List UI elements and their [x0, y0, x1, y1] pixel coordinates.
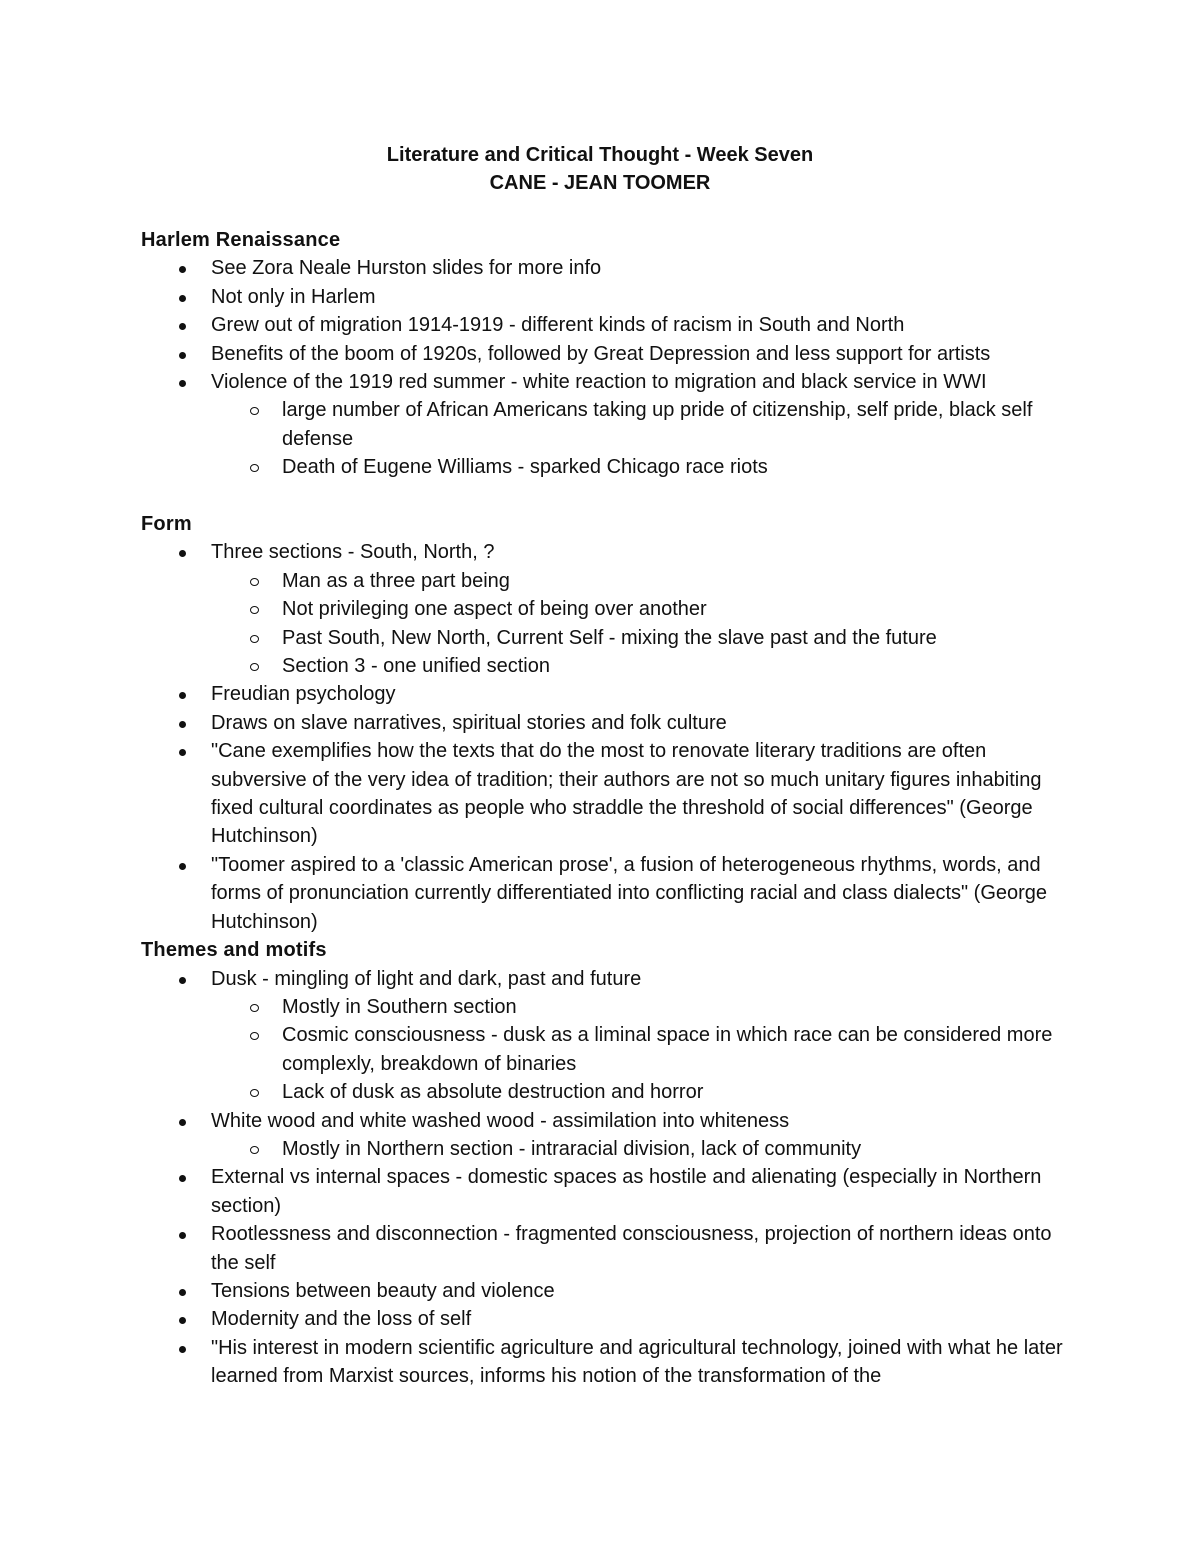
document-body: [141, 226, 1071, 1391]
document-subtitle: CANE - JEAN TOOMER: [489, 172, 711, 194]
sub-list-item: Lack of dusk as absolute destruction and horror: [141, 1078, 1071, 1106]
bullet-disc-icon: [179, 295, 186, 302]
sub-list-item: large number of African Americans taking up pride of citizenship, self pride, black self defense: [141, 396, 1071, 453]
sub-list-item: Cosmic consciousness - dusk as a liminal space in which race can be considered more complexly, breakdown of binaries: [141, 1021, 1071, 1078]
bullet-circle-icon: [250, 663, 259, 671]
bullet-disc-icon: [179, 1346, 186, 1353]
bullet-circle-icon: [250, 1089, 259, 1097]
blank-line: [141, 482, 1071, 510]
bullet-disc-icon: [179, 266, 186, 273]
sub-list-item: Not privileging one aspect of being over another: [141, 595, 1071, 623]
bullet-disc-icon: [179, 749, 186, 756]
list-item: See Zora Neale Hurston slides for more info: [141, 254, 1071, 282]
list-item: Tensions between beauty and violence: [141, 1277, 1071, 1305]
bullet-disc-icon: [179, 692, 186, 699]
bullet-circle-icon: [250, 1032, 259, 1040]
bullet-disc-icon: [179, 1289, 186, 1296]
sub-list-item: Man as a three part being: [141, 567, 1071, 595]
list-item: Not only in Harlem: [141, 283, 1071, 311]
list-item: "Cane exemplifies how the texts that do the most to renovate literary traditions are often subversive of the very idea of tradition; their authors are not so much unitary figures inhabiting fixed cultural coordinates as people who straddle the threshold of social differences" (George Hutchinson): [141, 737, 1071, 851]
bullet-circle-icon: [250, 578, 259, 586]
section-heading-harlem-renaissance: Harlem Renaissance: [141, 229, 341, 251]
bullet-disc-icon: [179, 550, 186, 557]
list-item: "His interest in modern scientific agriculture and agricultural technology, joined with what he later learned from Marxist sources, informs his notion of the transformation of the: [141, 1334, 1071, 1391]
section-heading-themes-and-motifs: Themes and motifs: [141, 939, 327, 962]
bullet-disc-icon: [179, 863, 186, 870]
bullet-circle-icon: [250, 464, 259, 472]
themes-list: [141, 965, 1071, 1391]
list-item: Rootlessness and disconnection - fragmented consciousness, projection of northern ideas onto the self: [141, 1220, 1071, 1277]
bullet-disc-icon: [179, 977, 186, 984]
bullet-circle-icon: [250, 1146, 259, 1154]
bullet-disc-icon: [179, 380, 186, 387]
bullet-circle-icon: [250, 635, 259, 643]
bullet-disc-icon: [179, 1317, 186, 1324]
sub-list-item: Mostly in Northern section - intraracial division, lack of community: [141, 1135, 1071, 1163]
sub-list-item: Mostly in Southern section: [141, 993, 1071, 1021]
list-item: Benefits of the boom of 1920s, followed by Great Depression and less support for artists: [141, 340, 1071, 368]
form-list: [141, 538, 1071, 936]
list-item: Violence of the 1919 red summer - white reaction to migration and black service in WWI: [141, 368, 1071, 396]
bullet-disc-icon: [179, 721, 186, 728]
bullet-disc-icon: [179, 323, 186, 330]
list-item: Dusk - mingling of light and dark, past and future: [141, 965, 1071, 993]
bullet-disc-icon: [179, 1175, 186, 1182]
bullet-circle-icon: [250, 606, 259, 614]
list-item: Three sections - South, North, ?: [141, 538, 1071, 566]
list-item: "Toomer aspired to a 'classic American prose', a fusion of heterogeneous rhythms, words, and forms of pronunciation currently differentiated into conflicting racial and class dialects" (George Hutchinson): [141, 851, 1071, 936]
sub-list-item: Past South, New North, Current Self - mixing the slave past and the future: [141, 624, 1071, 652]
sub-list-item: Death of Eugene Williams - sparked Chicago race riots: [141, 453, 1071, 481]
list-item: White wood and white washed wood - assimilation into whiteness: [141, 1107, 1071, 1135]
section-heading-form: Form: [141, 513, 192, 536]
bullet-circle-icon: [250, 1004, 259, 1012]
list-item: Modernity and the loss of self: [141, 1305, 1071, 1333]
list-item: Freudian psychology: [141, 680, 1071, 708]
document-title: Literature and Critical Thought - Week Seven: [386, 144, 814, 166]
bullet-circle-icon: [250, 407, 259, 415]
list-item: External vs internal spaces - domestic spaces as hostile and alienating (especially in Northern section): [141, 1163, 1071, 1220]
list-item: Grew out of migration 1914-1919 - different kinds of racism in South and North: [141, 311, 1071, 339]
sub-list-item: Section 3 - one unified section: [141, 652, 1071, 680]
bullet-disc-icon: [179, 1119, 186, 1126]
bullet-disc-icon: [179, 352, 186, 359]
harlem-list: [141, 254, 1071, 481]
bullet-disc-icon: [179, 1232, 186, 1239]
list-item: Draws on slave narratives, spiritual stories and folk culture: [141, 709, 1071, 737]
